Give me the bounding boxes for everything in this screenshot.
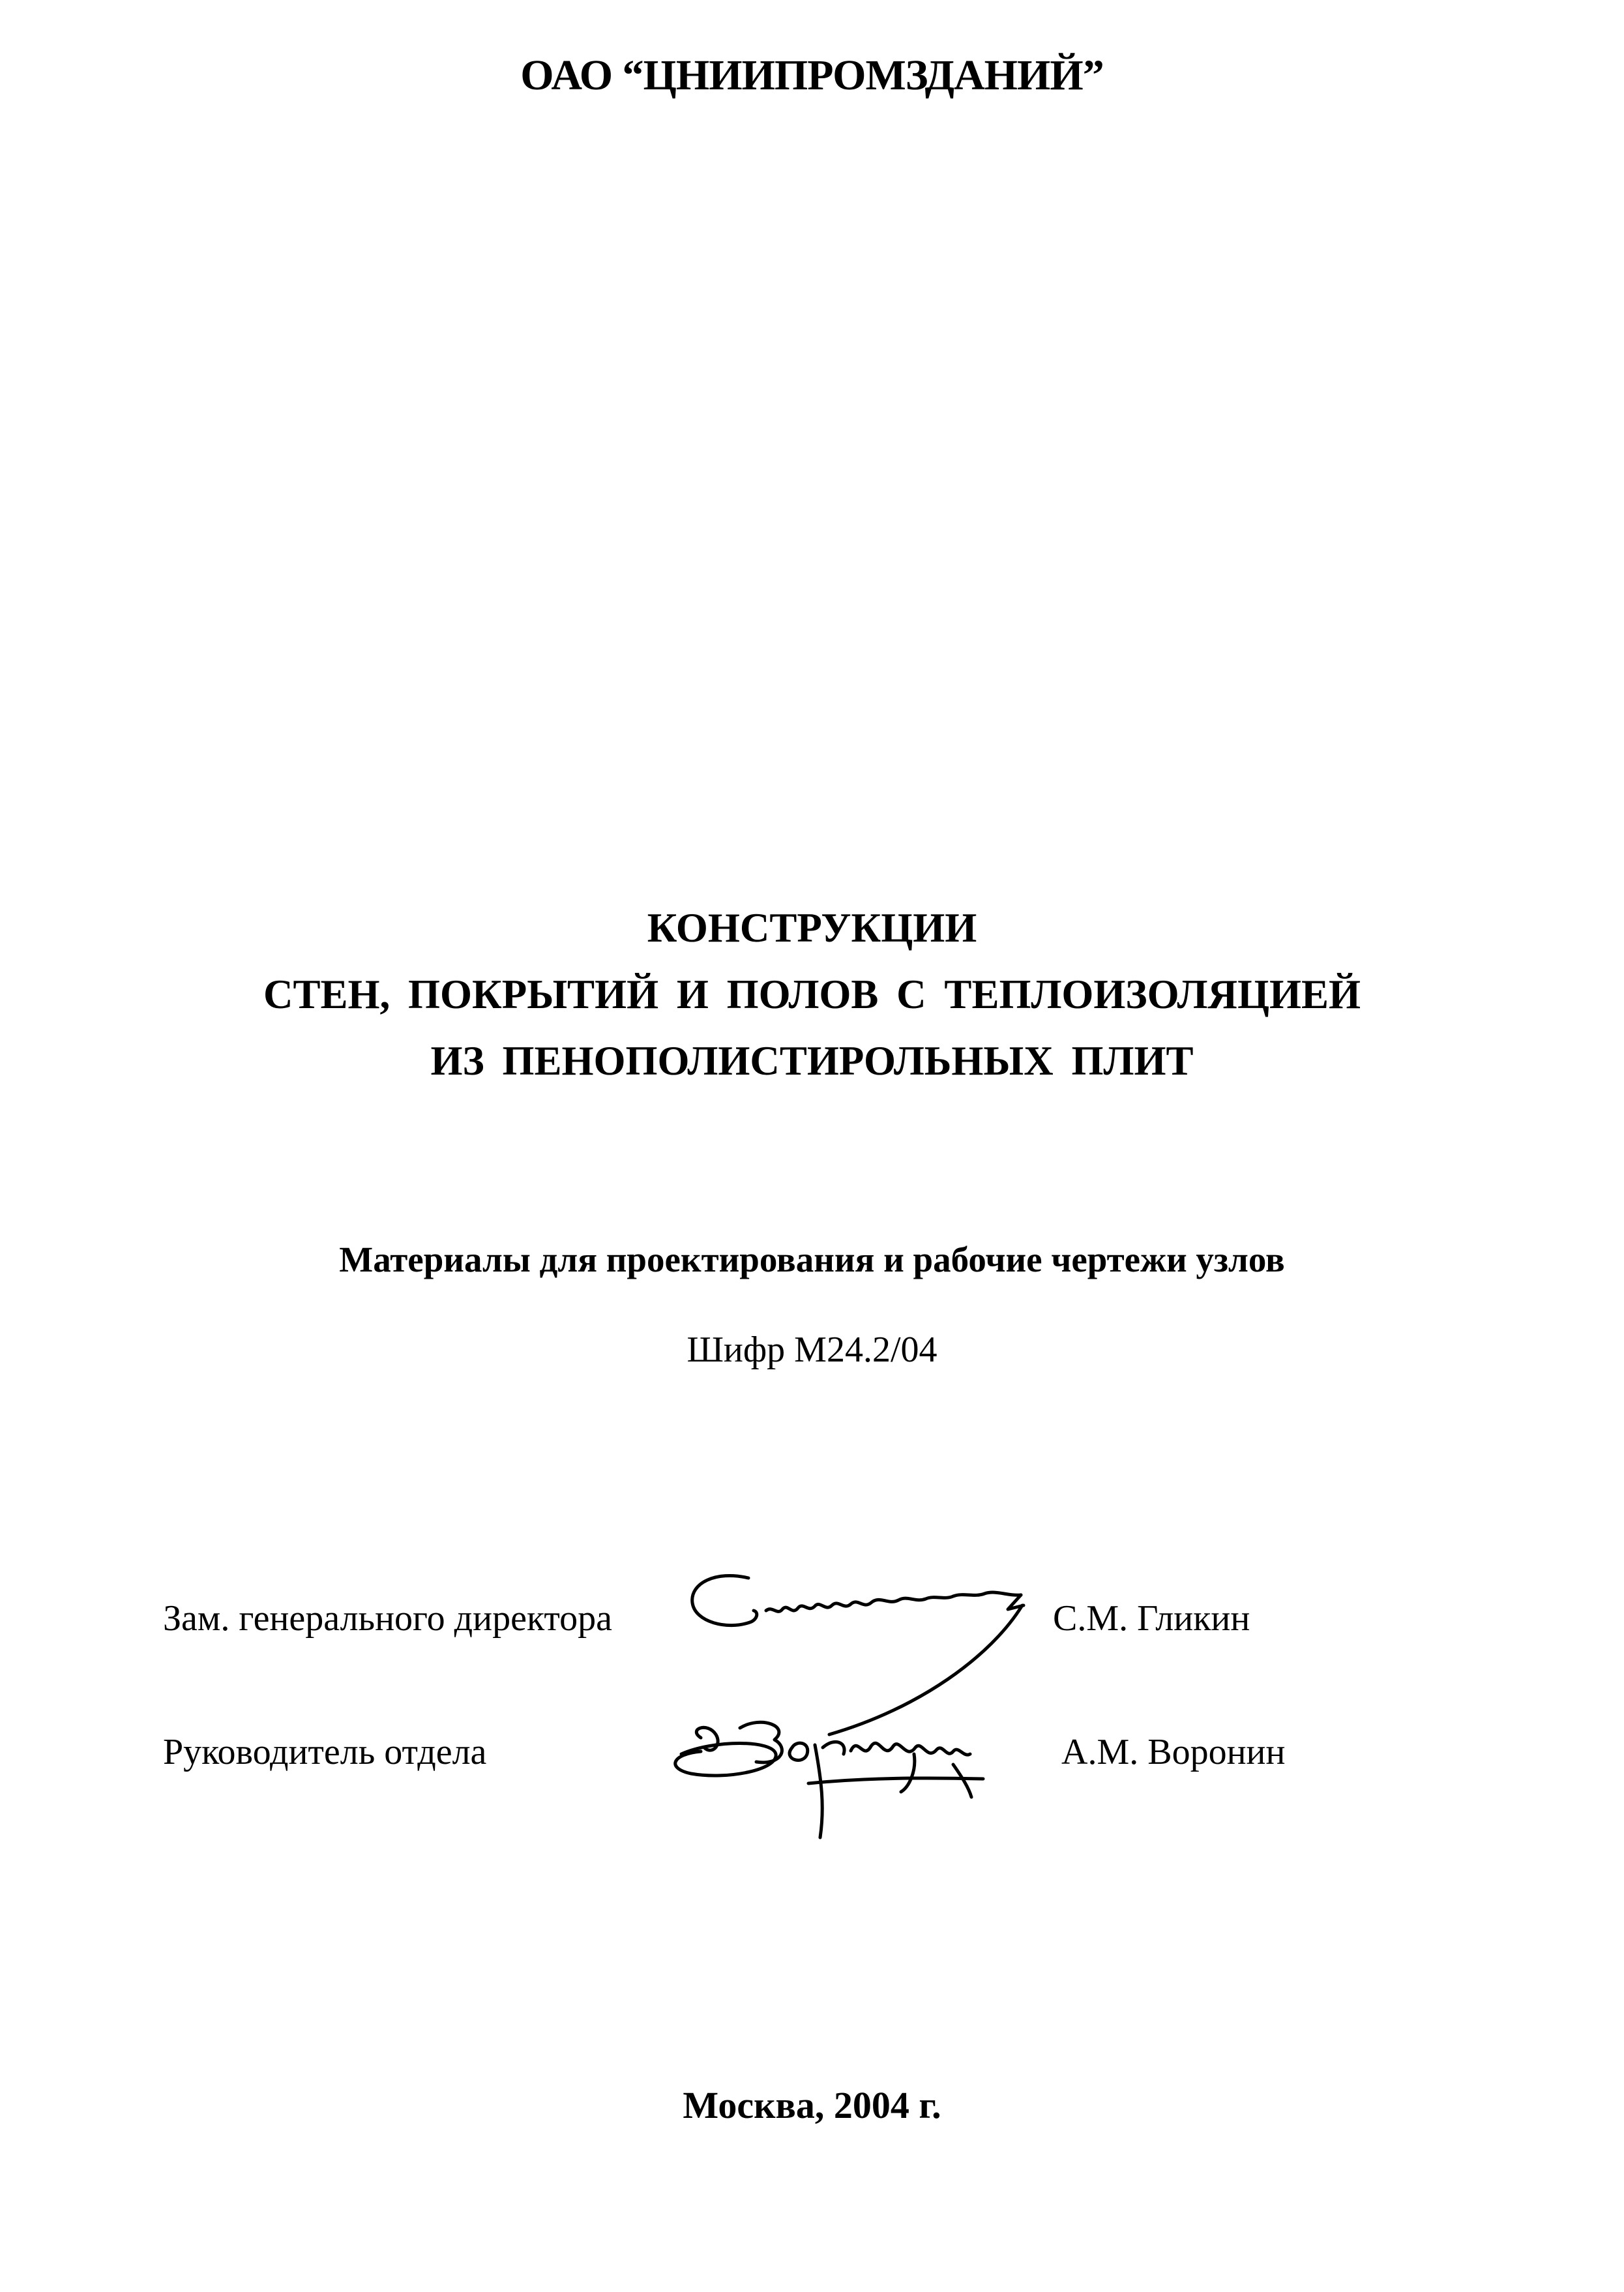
signatory-position: Руководитель отдела: [163, 1732, 487, 1772]
document-code: Шифр М24.2/04: [687, 1330, 937, 1370]
title-line-1: КОНСТРУКЦИИ: [647, 905, 977, 951]
title-line-2: СТЕН, ПОКРЫТИЙ И ПОЛОВ С ТЕПЛОИЗОЛЯЦИЕЙ: [263, 972, 1361, 1017]
signatory-row-department-head: [0, 1718, 1624, 1790]
organization-name: ОАО “ЦНИИПРОМЗДАНИЙ”: [520, 52, 1104, 99]
signatory-position: Зам. генерального директора: [163, 1598, 613, 1639]
document-title: [0, 895, 1624, 1094]
signatory-row-deputy-director: [0, 1585, 1624, 1656]
signatory-name: С.М. Гликин: [1053, 1598, 1250, 1639]
place-and-date: Москва, 2004 г.: [683, 2084, 941, 2126]
title-line-3: ИЗ ПЕНОПОЛИСТИРОЛЬНЫХ ПЛИТ: [430, 1038, 1194, 1084]
document-subtitle: Материалы для проектирования и рабочие чертежи узлов: [339, 1240, 1285, 1279]
signatory-name: А.М. Воронин: [1061, 1732, 1286, 1772]
